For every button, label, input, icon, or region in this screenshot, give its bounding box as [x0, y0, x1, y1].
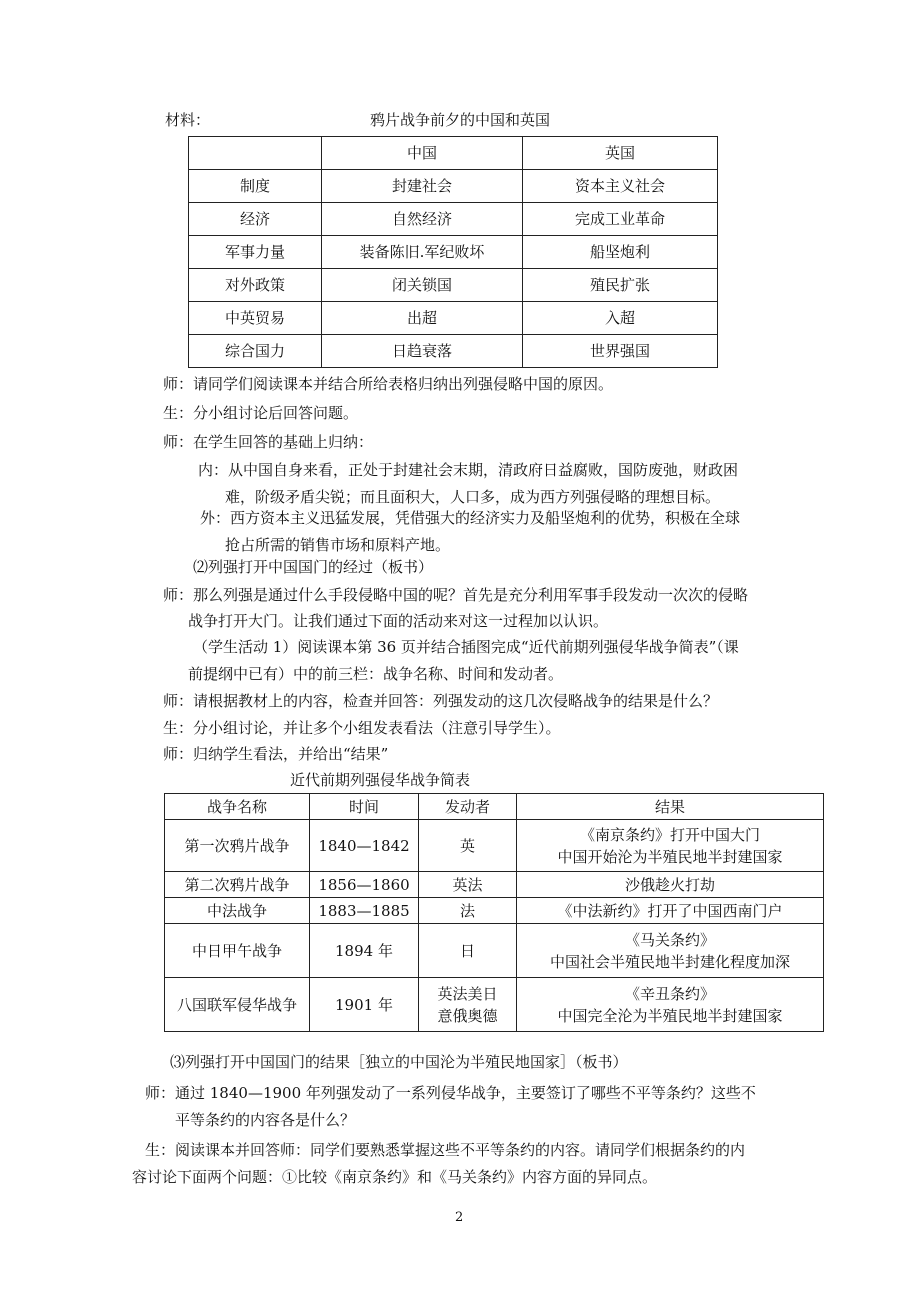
paragraph-line: 生：分小组讨论，并让多个小组发表看法（注意引导学生）。	[163, 719, 561, 737]
table-cell: 1901 年	[310, 978, 419, 1032]
paragraph-line: 内：从中国自身来看，正处于封建社会末期，清政府日益腐败，国防废弛，财政困	[198, 461, 739, 479]
table-cell: 资本主义社会	[523, 170, 718, 203]
cell-line: 《南京条约》打开中国大门	[579, 825, 760, 844]
table-row	[165, 924, 824, 978]
table-cell: 中法战争	[165, 898, 310, 924]
paragraph-line: 难，阶级矛盾尖锐；而且面积大，人口多，成为西方列强侵略的理想目标。	[225, 488, 721, 506]
table-cell: 1840—1842	[310, 820, 419, 872]
paragraph-line: 容讨论下面两个问题：①比较《南京条约》和《马关条约》内容方面的异同点。	[132, 1168, 658, 1186]
table-row	[189, 236, 718, 269]
table-header-cell: 中国	[322, 137, 523, 170]
table-header-cell: 发动者	[419, 794, 517, 820]
table-cell	[517, 978, 824, 1032]
table-cell: 1894 年	[310, 924, 419, 978]
table-cell: 《中法新约》打开了中国西南门户	[517, 898, 824, 924]
paragraph-line: 生：分小组讨论后回答问题。	[163, 404, 359, 422]
paragraph-line: 师：请根据教材上的内容，检查并回答：列强发动的这几次侵略战争的结果是什么？	[163, 692, 719, 710]
cell-line: 《辛丑条约》	[624, 984, 715, 1003]
cell-line: 中国开始沦为半殖民地半封建国家	[557, 847, 783, 866]
table-cell	[419, 820, 517, 872]
table-cell: 1856—1860	[310, 872, 419, 898]
table-cell: 日趋衰落	[322, 335, 523, 368]
table-header-cell: 战争名称	[165, 794, 310, 820]
table-cell: 日	[419, 924, 517, 978]
paragraph-line: 外：西方资本主义迅猛发展，凭借强大的经济实力及船坚炮利的优势，积极在全球	[200, 509, 741, 527]
paragraph-line: 生：阅读课本并回答师：同学们要熟悉掌握这些不平等条约的内容。请同学们根据条约的内	[145, 1141, 746, 1159]
table-row	[189, 170, 718, 203]
table-cell	[517, 924, 824, 978]
table-row	[165, 872, 824, 898]
table-cell: 八国联军侵华战争	[165, 978, 310, 1032]
table-row	[165, 820, 824, 872]
table-row	[189, 269, 718, 302]
cell-line: 英法美日	[437, 984, 498, 1003]
table-cell: 殖民扩张	[523, 269, 718, 302]
cell-line: 《马关条约》	[624, 930, 715, 949]
paragraph-line: 师：归纳学生看法，并给出“结果”	[163, 745, 389, 763]
paragraph-line: 平等条约的内容各是什么？	[175, 1111, 356, 1129]
table-row	[189, 302, 718, 335]
material-label: 材料：	[165, 111, 211, 129]
table-cell: 沙俄趁火打劫	[517, 872, 824, 898]
table-cell: 军事力量	[189, 236, 322, 269]
paragraph-line: 抢占所需的销售市场和原料产地。	[225, 536, 451, 554]
table-cell: 完成工业革命	[523, 203, 718, 236]
section-heading: ⑵列强打开中国国门的经过（板书）	[193, 558, 434, 576]
table-row	[165, 794, 824, 820]
table2-title: 近代前期列强侵华战争简表	[290, 771, 471, 789]
table-cell: 世界强国	[523, 335, 718, 368]
table-header-cell: 结果	[517, 794, 824, 820]
paragraph-line: （学生活动 1）阅读课本第 36 页并结合插图完成“近代前期列强侵华战争简表”（课	[193, 638, 739, 656]
paragraph-line: 战争打开大门。让我们通过下面的活动来对这一过程加以认识。	[188, 612, 609, 630]
table-cell	[189, 137, 322, 170]
table-cell: 制度	[189, 170, 322, 203]
paragraph-line: 前提纲中已有）中的前三栏：战争名称、时间和发动者。	[188, 665, 564, 683]
table-cell: 入超	[523, 302, 718, 335]
table-cell: 自然经济	[322, 203, 523, 236]
cell-line: 意俄奥德	[437, 1006, 498, 1025]
table-cell: 综合国力	[189, 335, 322, 368]
table-cell: 封建社会	[322, 170, 523, 203]
table-cell: 英法	[419, 872, 517, 898]
cell-line: 中国完全沦为半殖民地半封建国家	[557, 1006, 783, 1025]
page-number: 2	[455, 1210, 464, 1225]
wars-table	[164, 793, 824, 1032]
table-header-cell: 英国	[523, 137, 718, 170]
table-header-cell: 时间	[310, 794, 419, 820]
table-cell: 经济	[189, 203, 322, 236]
paragraph-line: 师：通过 1840—1900 年列强发动了一系列侵华战争，主要签订了哪些不平等条约？这些不	[145, 1084, 756, 1102]
table-cell: 1883—1885	[310, 898, 419, 924]
table-cell: 闭关锁国	[322, 269, 523, 302]
table-row	[165, 978, 824, 1032]
table-cell: 法	[419, 898, 517, 924]
paragraph-line: 师：请同学们阅读课本并结合所给表格归纳出列强侵略中国的原因。	[163, 375, 614, 393]
table-cell: 中日甲午战争	[165, 924, 310, 978]
table-cell: 对外政策	[189, 269, 322, 302]
cell-line: 中国社会半殖民地半封建化程度加深	[549, 952, 790, 971]
table-cell: 第二次鸦片战争	[165, 872, 310, 898]
table1-title: 鸦片战争前夕的中国和英国	[370, 111, 551, 129]
table-row	[189, 203, 718, 236]
table-cell: 出超	[322, 302, 523, 335]
cell-line: 英	[459, 836, 475, 855]
table-row	[189, 335, 718, 368]
paragraph-line: 师：那么列强是通过什么手段侵略中国的呢？首先是充分利用军事手段发动一次次的侵略	[163, 586, 749, 604]
china-britain-table	[188, 136, 718, 368]
table-cell: 第一次鸦片战争	[165, 820, 310, 872]
table-row	[189, 137, 718, 170]
table-cell: 中英贸易	[189, 302, 322, 335]
table-cell: 船坚炮利	[523, 236, 718, 269]
section-heading: ⑶列强打开中国国门的结果［独立的中国沦为半殖民地国家］（板书）	[170, 1053, 628, 1071]
table-cell	[419, 978, 517, 1032]
table-cell	[517, 820, 824, 872]
table-row	[165, 898, 824, 924]
table-cell: 装备陈旧.军纪败坏	[322, 236, 523, 269]
paragraph-line: 师：在学生回答的基础上归纳：	[163, 433, 374, 451]
